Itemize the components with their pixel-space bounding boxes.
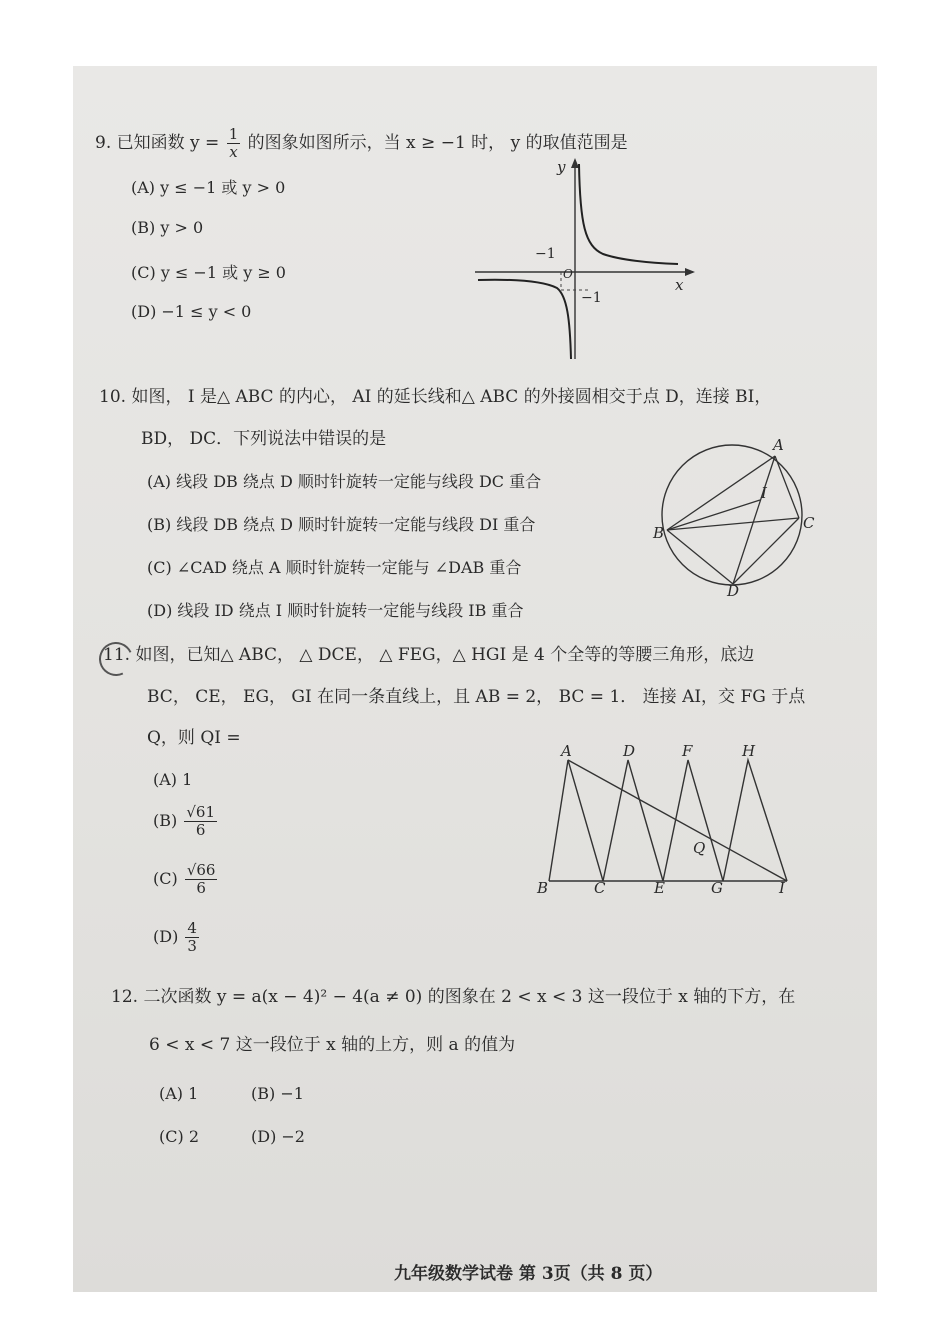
point-label-d: D: [623, 744, 636, 760]
point-label-c: C: [803, 514, 815, 532]
point-label-q: Q: [693, 839, 706, 857]
q12-option-a: (A) 1: [159, 1084, 199, 1103]
circle-figure: [643, 438, 823, 598]
question-10-line2: BD， DC．下列说法中错误的是: [141, 429, 387, 449]
segment-bd: [667, 530, 733, 584]
tick-label: −1: [581, 290, 602, 306]
q11-option-c: (C) $\frac{√66}{6}$: [153, 861, 216, 897]
point-label-i: I: [761, 484, 767, 502]
question-number: 11.: [103, 645, 131, 665]
q11-option-b: (B) $\frac{√61}{6}$: [153, 803, 215, 839]
point-label-a: A: [561, 744, 572, 760]
point-label-b: B: [537, 879, 549, 894]
segment-dc: [733, 518, 799, 584]
q10-option-b: (B) 线段 DB 绕点 D 顺时针旋转一定能与线段 DI 重合: [147, 515, 536, 534]
point-label-a: A: [773, 438, 784, 454]
point-label-c: C: [594, 879, 606, 894]
question-12-line1: [111, 986, 795, 1008]
stem-text: 二次函数 y = a(x − 4)² − 4(a ≠ 0) 的图象在 2 < x < 3 这一段位于 x 轴的下方，在: [143, 987, 796, 1007]
triangle-abc: [549, 760, 603, 881]
question-number: 9.: [95, 133, 112, 153]
circumcircle: [662, 445, 802, 585]
y-axis-arrow: [571, 158, 579, 168]
triangle-feg: [663, 760, 723, 881]
point-label-h: H: [742, 744, 756, 760]
question-11-line3: Q，则 QI =: [147, 728, 241, 748]
question-11-line2: BC， CE， EG， GI 在同一条直线上，且 AB = 2， BC = 1． 连接 AI，交 FG 于点: [147, 687, 806, 707]
segment-ab: [667, 456, 775, 530]
question-12-line2: 6 < x < 7 这一段位于 x 轴的上方，则 a 的值为: [149, 1035, 516, 1055]
point-label-b: B: [653, 524, 665, 542]
q11-option-a: (A) 1: [153, 770, 193, 789]
question-number: 10.: [99, 387, 127, 407]
stem-text: 的图象如图所示，当 x ≥ −1 时， y 的取值范围是: [242, 133, 628, 153]
q10-option-d: (D) 线段 ID 绕点 I 顺时针旋转一定能与线段 IB 重合: [147, 601, 524, 620]
q9-option-c: (C) y ≤ −1 或 y ≥ 0: [131, 263, 286, 282]
exam-page: [73, 66, 877, 1292]
fraction: $\frac{√61}{6}$: [186, 803, 215, 839]
origin-label: O: [563, 267, 573, 281]
point-label-i: I: [779, 879, 785, 894]
fraction: $\frac{1}{x}$: [228, 125, 239, 161]
q12-option-b: (B) −1: [251, 1084, 304, 1103]
x-axis-arrow: [685, 268, 695, 276]
q10-option-c: (C) ∠CAD 绕点 A 顺时针旋转一定能与 ∠DAB 重合: [147, 558, 522, 577]
point-label-d: D: [727, 582, 740, 598]
q12-option-d: (D) −2: [251, 1127, 305, 1146]
point-label-g: G: [711, 879, 723, 894]
hyperbola-graph: [473, 154, 703, 364]
question-11-line1: [103, 644, 754, 666]
stem-text: 如图，已知△ ABC， △ DCE， △ FEG，△ HGI 是 4 个全等的等腰三角形，底边: [135, 645, 755, 665]
q11-option-d: (D) $\frac{4}{3}$: [153, 919, 197, 955]
q9-option-d: (D) −1 ≤ y < 0: [131, 302, 252, 321]
question-10-line1: [99, 386, 771, 408]
triangles-figure: [531, 744, 801, 894]
q9-option-a: (A) y ≤ −1 或 y > 0: [131, 178, 286, 197]
q10-option-a: (A) 线段 DB 绕点 D 顺时针旋转一定能与线段 DC 重合: [147, 472, 542, 491]
tick-label: −1: [535, 246, 556, 262]
point-label-e: E: [654, 879, 665, 894]
segment-ad: [733, 456, 775, 584]
q9-option-b: (B) y > 0: [131, 218, 204, 237]
y-axis-label: y: [557, 158, 566, 176]
hyperbola-branch-positive: [579, 164, 678, 264]
hyperbola-branch-negative: [478, 280, 571, 359]
x-axis-label: x: [675, 276, 684, 294]
point-label-f: F: [682, 744, 693, 760]
page-footer: 九年级数学试卷 第 3页（共 8 页）: [394, 1264, 663, 1284]
question-number: 12.: [111, 987, 139, 1007]
triangle-dce: [603, 760, 663, 881]
stem-text: 如图， I 是△ ABC 的内心， AI 的延长线和△ ABC 的外接圆相交于点 D，连接 BI，: [131, 387, 772, 407]
stem-text: 已知函数 y =: [116, 133, 225, 153]
fraction: $\frac{√66}{6}$: [186, 861, 216, 897]
fraction: $\frac{4}{3}$: [187, 919, 197, 955]
q12-option-c: (C) 2: [159, 1127, 199, 1146]
